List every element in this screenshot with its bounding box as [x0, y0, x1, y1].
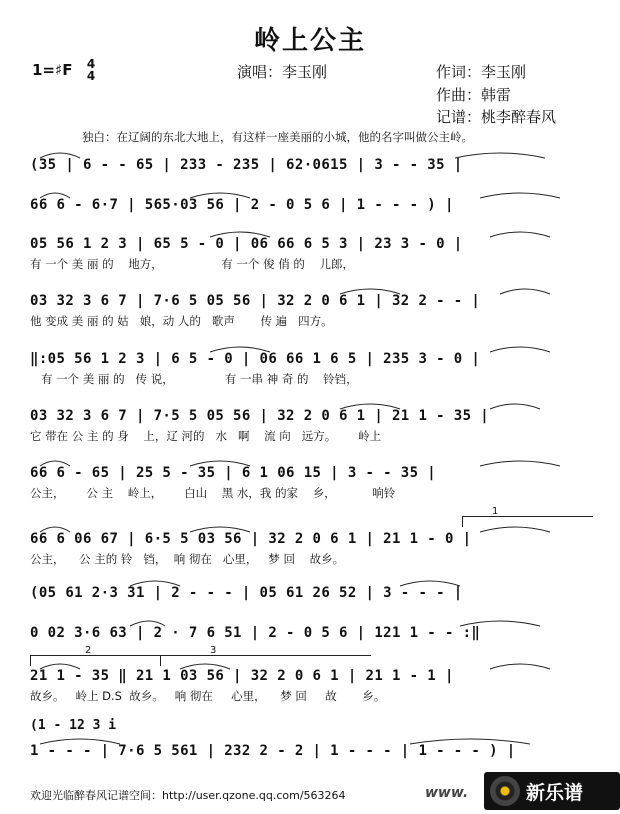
- site-logo[interactable]: [484, 772, 620, 810]
- score-line: [0, 582, 620, 618]
- notation-row: 1 - - - | 7·6 5 561 | 232 2 - 2 | 1 - - - | 1 - - - ) |: [30, 743, 516, 759]
- score-line: [0, 528, 620, 564]
- score-line: [0, 233, 620, 269]
- notation-row: (05 61 2·3 31 | 2 - - - | 05 61 26 52 | 3 - - - |: [30, 585, 463, 601]
- score-line: [0, 290, 620, 326]
- song-title: 岭上公主: [253, 26, 366, 56]
- composer-credit: 作曲：韩雷: [436, 86, 512, 104]
- score-line: [0, 622, 620, 658]
- score-line: [0, 405, 620, 441]
- notation-row: ‖:05 56 1 2 3 | 6 5 - 0 | 06 66 1 6 5 | 235 3 - 0 |: [30, 351, 481, 367]
- transcriber-credit: 记谱：桃李醉春风: [436, 108, 557, 126]
- record-icon: [490, 776, 520, 806]
- time-signature: [84, 58, 98, 82]
- notation-row: 21 1 - 35 ‖ 21 1 03 56 | 32 2 0 6 1 | 21 1 - 1 |: [30, 668, 454, 684]
- meter-bottom: 4: [86, 69, 96, 83]
- notation-row: 0 02 3·6 63 | 2 · 7 6 51 | 2 - 0 5 6 | 121 1 - - :‖: [30, 625, 481, 641]
- key-signature: 1=♯F: [32, 61, 73, 79]
- footer-text: 欢迎光临醉春风记谱空间：http://user.qzone.qq.com/563264: [30, 789, 346, 802]
- lyrics-row: 他 变成 美 丽 的 姑 娘，动 人的 歌声 传 遍 四方。: [30, 314, 333, 328]
- notation-row: (35 | 6 - - 65 | 233 - 235 | 62·0615 | 3 - - 35 |: [30, 157, 463, 173]
- lyrics-row: 有 一个 美 丽 的 地方， 有 一个 俊 俏 的 儿郎，: [30, 257, 354, 271]
- volta-label-3: 3: [210, 645, 217, 656]
- score-line: [0, 665, 620, 701]
- notation-row: 05 56 1 2 3 | 65 5 - 0 | 06 66 6 5 3 | 23 3 - 0 |: [30, 236, 463, 252]
- meter-top: 4: [86, 57, 96, 71]
- notation-row: 03 32 3 6 7 | 7·6 5 05 56 | 32 2 0 6 1 | 32 2 - - |: [30, 293, 481, 309]
- score-line: [0, 348, 620, 384]
- score-line: [0, 194, 620, 230]
- volta-label-1: 1: [492, 506, 499, 517]
- lyrics-row: 它 带在 公 主 的 身 上，辽 河的 水 啊 流 向 远方。 岭上: [30, 429, 382, 443]
- footer-url-fragment[interactable]: www.: [425, 785, 469, 801]
- lyrics-row: 故乡。 岭上 D.S 故乡。 响 彻在 心里， 梦 回 故 乡。: [30, 689, 386, 703]
- notation-row: 66 6 06 67 | 6·5 5 03 56 | 32 2 0 6 1 | 21 1 - 0 |: [30, 531, 472, 547]
- volta-label-2: 2: [85, 645, 92, 656]
- notation-row: 03 32 3 6 7 | 7·5 5 05 56 | 32 2 0 6 1 | 21 1 - 35 |: [30, 408, 490, 424]
- coda-above: (1 - 12 3 i: [30, 718, 117, 733]
- singer-credit: 演唱：李玉刚: [237, 63, 328, 81]
- lyrics-row: 有 一个 美 丽 的 传 说， 有 一串 神 奇 的 铃铛，: [30, 372, 358, 386]
- notation-row: 66 6 - 6·7 | 565·03 56 | 2 - 0 5 6 | 1 - - - ) |: [30, 197, 454, 213]
- score-line: [0, 154, 620, 190]
- logo-text: 新乐谱: [526, 782, 584, 804]
- lyricist-credit: 作词：李玉刚: [436, 63, 527, 81]
- lyrics-row: 公主， 公 主的 铃 铛， 响 彻在 心里， 梦 回 故乡。: [30, 552, 345, 566]
- lyrics-row: 公主， 公 主 岭上， 白山 黑 水，我 的家 乡， 响铃: [30, 486, 396, 500]
- notation-row: 66 6 - 65 | 25 5 - 35 | 6 1 06 15 | 3 - - 35 |: [30, 465, 437, 481]
- score-line: [0, 740, 620, 776]
- score-line: [0, 462, 620, 498]
- monologue-intro: 独白：在辽阔的东北大地上，有这样一座美丽的小城，他的名字叫做公主岭。: [82, 130, 473, 144]
